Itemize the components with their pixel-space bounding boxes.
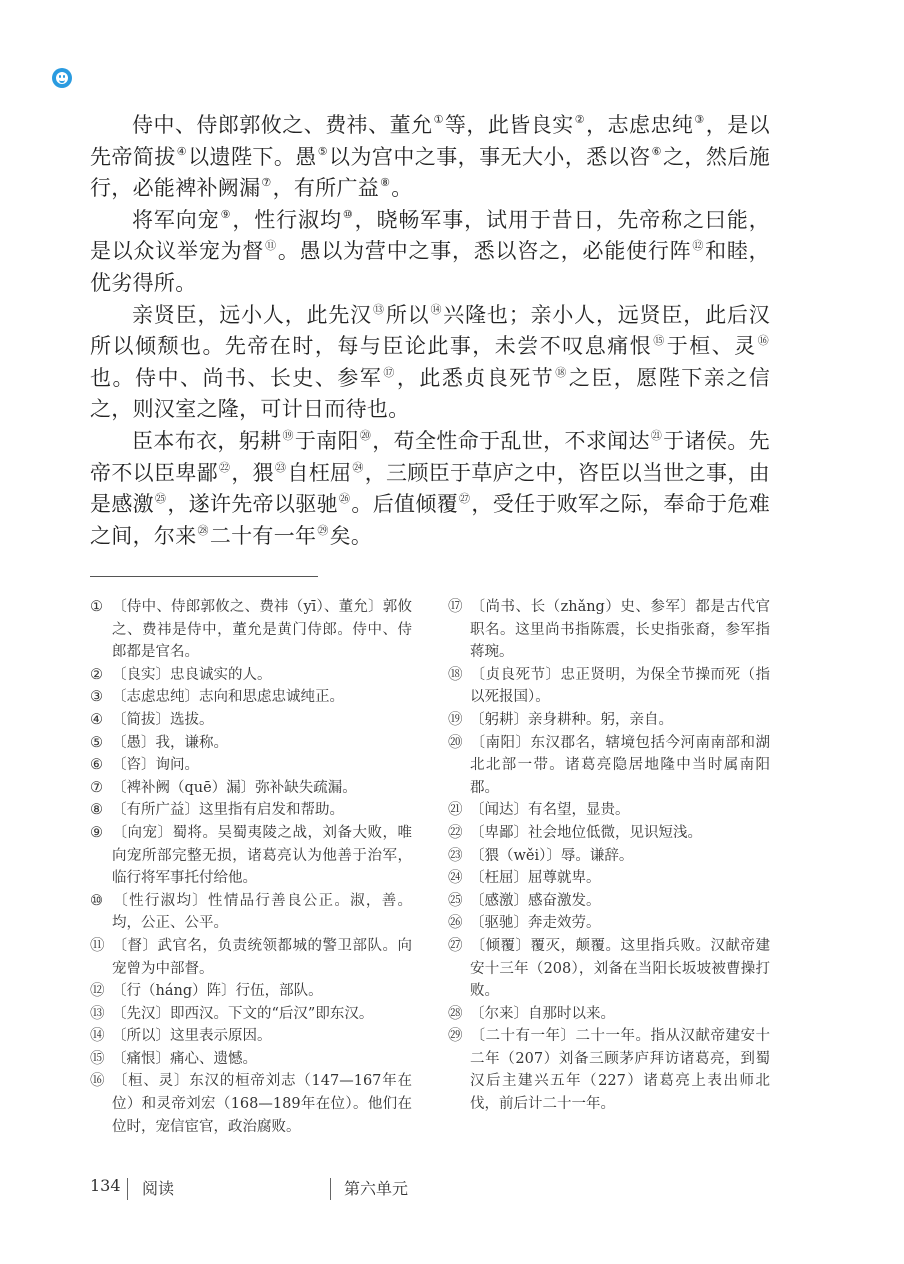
footnote-marker: ⑯ xyxy=(757,334,770,348)
footnote-text: 〔猥（wěi）〕辱。谦辞。 xyxy=(470,847,634,864)
footnote-marker: ㉓ xyxy=(275,460,287,474)
footnote-text: 〔良实〕忠良诚实的人。 xyxy=(112,666,272,683)
paragraph-text: 兴隆也；亲小人，远贤臣，此后汉所以倾颓也。先帝在时，每与臣论此事，未尝不叹息痛恨 xyxy=(90,302,770,359)
paragraph-text: 二十有一年 xyxy=(209,523,317,548)
footnote-marker: ㉒ xyxy=(219,460,231,474)
footnote-text: 〔尔来〕自那时以来。 xyxy=(470,1005,615,1022)
footnote-text: 〔南阳〕东汉郡名，辖境包括今河南南部和湖北北部一带。诸葛亮隐居地隆中当时属南阳郡。 xyxy=(470,734,770,796)
footnote-number: ⑥ xyxy=(90,757,103,774)
paragraph-text: 之臣，愿陛下亲之信之，则汉室之隆，可计日而待也。 xyxy=(90,365,770,422)
footnotes-left-column xyxy=(90,596,412,1138)
footnote xyxy=(90,686,412,709)
footnote-text: 〔性行淑均〕性情品行善良公正。淑，善。均，公正、公平。 xyxy=(112,892,412,932)
paragraph-text: 将军向宠 xyxy=(132,207,220,232)
footnote xyxy=(448,1025,770,1115)
paragraph-text: ，受任于败军之际，奉命于危难之间，尔来 xyxy=(90,492,770,548)
footnote-marker: ② xyxy=(574,113,586,126)
footnote-marker: ⑨ xyxy=(220,207,232,221)
paragraph-text: 。 xyxy=(391,176,413,201)
footnote-marker: ① xyxy=(433,113,444,126)
footnote-number: ㉒ xyxy=(448,824,463,841)
paragraph-text: 矣。 xyxy=(329,523,373,548)
footnote-text: 〔感激〕感奋激发。 xyxy=(470,892,601,909)
paragraph-text: 于诸侯。先帝不以臣卑鄙 xyxy=(90,428,770,485)
paragraph-text: 。后值倾覆 xyxy=(351,492,459,517)
paragraph-text: ，晓畅军事，试用于昔日，先帝称之曰能，是以众议举宠为督 xyxy=(90,207,771,264)
footnote-text: 〔先汉〕即西汉。下文的“后汉”即东汉。 xyxy=(112,1005,374,1022)
paragraph-text: 所以 xyxy=(385,302,430,327)
footnote-marker: ⑮ xyxy=(653,334,666,348)
footnote-number: ⑭ xyxy=(90,1028,105,1045)
footnote xyxy=(448,732,770,800)
footnote-number: ㉙ xyxy=(448,1028,463,1045)
main-text xyxy=(90,110,770,552)
footnote xyxy=(90,777,412,800)
paragraph xyxy=(90,300,770,426)
footnote-number: ㉑ xyxy=(448,802,463,819)
paragraph-text: ，性行淑均 xyxy=(232,207,342,232)
footnote-number: ⑰ xyxy=(448,599,463,615)
footnote-text: 〔驱驰〕奔走效劳。 xyxy=(470,915,601,932)
footnote-number: ⑲ xyxy=(448,711,463,728)
footnote-text: 〔二十有一年〕二十一年。指从汉献帝建安十二年（207）刘备三顾茅庐拜访诸葛亮，到蜀汉后主建兴五年（227）诸葛亮上表出师北伐，前后计二十一年。 xyxy=(470,1028,770,1113)
footnote-text: 〔向宠〕蜀将。吴蜀夷陵之战，刘备大败，唯向宠所部完整无损，诸葛亮认为他善于治军，临行将军事托付给他。 xyxy=(112,824,412,887)
footnote xyxy=(448,709,770,732)
footnote-text: 〔咨〕询问。 xyxy=(112,757,199,774)
paragraph-text: 以遗陛下。愚 xyxy=(188,144,317,169)
paragraph-text: 自枉屈 xyxy=(287,460,352,485)
footer-divider xyxy=(127,1178,128,1200)
footnote-marker: ⑦ xyxy=(261,176,272,190)
paragraph-text: 以为宫中之事，事无大小，悉以咨 xyxy=(329,144,651,169)
footnote-text: 〔愚〕我，谦称。 xyxy=(112,734,228,751)
paragraph-text: 于南阳 xyxy=(294,428,359,453)
paragraph-text: 也。侍中、尚书、长史、参军 xyxy=(90,365,383,390)
paragraph-text: 臣本布衣，躬耕 xyxy=(132,428,282,453)
footnote xyxy=(448,867,770,890)
footnotes-right-column xyxy=(448,596,770,1116)
footnote xyxy=(90,754,412,777)
footnote xyxy=(90,1070,412,1138)
footnote xyxy=(90,822,412,890)
footnote xyxy=(448,822,770,845)
footnote-marker: ㉗ xyxy=(459,492,471,506)
footnote xyxy=(448,664,770,709)
footnote-marker: ④ xyxy=(176,144,188,158)
footnote-text: 〔裨补阙（quē）漏〕弥补缺失疏漏。 xyxy=(112,779,357,796)
page-number: 134 xyxy=(90,1176,121,1195)
footnote-marker: ⑥ xyxy=(651,144,662,158)
paragraph-text: 亲贤臣，远小人，此先汉 xyxy=(132,302,372,327)
unit-label: 第六单元 xyxy=(344,1179,409,1198)
footnote-marker: ⑫ xyxy=(692,239,705,253)
paragraph-text: 等，此皆良实 xyxy=(444,113,574,137)
footnote-number: ⑫ xyxy=(90,983,105,1000)
section-label: 阅读 xyxy=(142,1179,175,1198)
paragraph xyxy=(90,426,770,552)
footnote-number: ③ xyxy=(90,689,103,706)
footnote-marker: ⑧ xyxy=(380,176,391,190)
paragraph-text: ，是以先帝简拔 xyxy=(90,113,770,169)
footnote xyxy=(448,935,770,1003)
footnote-number: ㉓ xyxy=(448,847,463,864)
footnote-marker: ⑰ xyxy=(383,365,396,379)
footnote xyxy=(90,664,412,687)
footnote-number: ② xyxy=(90,666,103,683)
footnote-text: 〔简拔〕选拔。 xyxy=(112,711,214,728)
footnote-text: 〔督〕武官名，负责统领都城的警卫部队。向宠曾为中部督。 xyxy=(112,937,412,977)
footnote-marker: ⑲ xyxy=(282,428,294,442)
footnote xyxy=(90,799,412,822)
footnote xyxy=(90,709,412,732)
footnote-text: 〔贞良死节〕忠正贤明，为保全节操而死（指以死报国）。 xyxy=(470,666,770,706)
footnote-text: 〔闻达〕有名望，显贵。 xyxy=(470,802,630,819)
footnote-marker: ㉙ xyxy=(317,523,329,537)
footnote-text: 〔桓、灵〕东汉的桓帝刘志（147—167年在位）和灵帝刘宏（168—189年在位）。他们在位时，宠信宦官，政治腐败。 xyxy=(112,1073,412,1135)
footnote xyxy=(448,596,770,664)
footnote-text: 〔侍中、侍郎郭攸之、费祎（yī）、董允〕郭攸之、费祎是侍中，董允是黄门侍郎。侍中、侍郎都是官名。 xyxy=(112,599,412,661)
footnote xyxy=(90,980,412,1003)
footnote xyxy=(448,912,770,935)
footnote-marker: ㉑ xyxy=(650,428,663,442)
footnote-number: ㉔ xyxy=(448,870,463,887)
footnote-marker: ⑬ xyxy=(372,302,385,316)
footnote xyxy=(448,890,770,913)
footnote-marker: ㉔ xyxy=(352,460,364,474)
footnote-text: 〔尚书、长（zhǎng）史、参军〕都是古代官职名。这里尚书指陈震，长史指张裔，参军指蒋琬。 xyxy=(470,599,770,661)
footnote-text: 〔有所广益〕这里指有启发和帮助。 xyxy=(112,802,344,819)
footnote-number: ⑧ xyxy=(90,802,103,819)
footnote-number: ⑯ xyxy=(90,1073,105,1090)
footnote xyxy=(90,732,412,755)
paragraph-text: ，志虑忠纯 xyxy=(586,113,694,137)
footnote-marker: ⑭ xyxy=(430,302,443,316)
footnote-number: ⑪ xyxy=(90,937,105,954)
footnote-marker: ⑳ xyxy=(359,428,372,442)
footnote-text: 〔躬耕〕亲身耕种。躬，亲自。 xyxy=(470,711,673,728)
footnote-marker: ⑱ xyxy=(555,365,568,379)
footnote-marker: ③ xyxy=(694,113,705,126)
footnote-text: 〔志虑忠纯〕志向和思虑忠诚纯正。 xyxy=(112,689,344,706)
footnote-marker: ⑪ xyxy=(265,239,277,253)
footnote xyxy=(90,1025,412,1048)
footnote-number: ㉖ xyxy=(448,915,463,932)
footnote xyxy=(448,799,770,822)
footnote-text: 〔痛恨〕痛心、遗憾。 xyxy=(112,1050,257,1067)
smiley-face-icon xyxy=(52,68,72,88)
footnote-divider xyxy=(90,576,318,577)
footnote-marker: ㉖ xyxy=(339,492,351,506)
paragraph-text: ，有所广益 xyxy=(272,176,380,201)
footnote-number: ㉕ xyxy=(448,892,463,909)
footnote xyxy=(90,1003,412,1026)
footnote-number: ⑮ xyxy=(90,1050,105,1067)
footnote xyxy=(90,1048,412,1071)
footnote-marker: ㉕ xyxy=(155,492,167,506)
footnote-number: ⑳ xyxy=(448,734,463,751)
footer-divider xyxy=(330,1178,331,1200)
footnote-number: ① xyxy=(90,599,103,615)
footnote-marker: ⑤ xyxy=(317,144,329,158)
footnote-number: ⑦ xyxy=(90,779,103,796)
footnote-number: ㉘ xyxy=(448,1005,463,1022)
footnote-number: ⑬ xyxy=(90,1005,105,1022)
paragraph xyxy=(90,205,770,300)
footnote-text: 〔行（háng）阵〕行伍，部队。 xyxy=(112,983,323,1000)
paragraph-text: ，苟全性命于乱世，不求闻达 xyxy=(372,428,650,453)
paragraph-text: ，三顾臣于草庐之中，咨臣以当世之事，由是感激 xyxy=(90,460,770,517)
paragraph xyxy=(90,110,770,205)
paragraph-text: 侍中、侍郎郭攸之、费祎、董允 xyxy=(132,113,433,137)
footnote-number: ④ xyxy=(90,711,103,728)
footnote xyxy=(90,596,412,664)
footnote-marker: ㉘ xyxy=(197,523,209,537)
footnote-number: ⑩ xyxy=(90,892,103,909)
paragraph-text: 和睦，优劣得所。 xyxy=(90,239,770,295)
footnote xyxy=(448,845,770,868)
paragraph-text: ，猥 xyxy=(231,460,275,485)
paragraph-text: ，此悉贞良死节 xyxy=(396,365,555,390)
footnote-number: ㉗ xyxy=(448,937,463,954)
footnote xyxy=(90,890,412,935)
paragraph-text: ，遂许先帝以驱驰 xyxy=(167,492,339,517)
footnote-text: 〔倾覆〕覆灭，颠覆。这里指兵败。汉献帝建安十三年（208），刘备在当阳长坂坡被曹操打败。 xyxy=(470,937,770,1000)
footnote-number: ⑱ xyxy=(448,666,463,683)
footnote-text: 〔枉屈〕屈尊就卑。 xyxy=(470,870,601,887)
footnote-text: 〔卑鄙〕社会地位低微，见识短浅。 xyxy=(470,824,702,841)
footnote-number: ⑨ xyxy=(90,824,103,841)
paragraph-text: 。愚以为营中之事，悉以咨之，必能使行阵 xyxy=(277,239,692,264)
footnote-text: 〔所以〕这里表示原因。 xyxy=(112,1028,272,1045)
footnote xyxy=(448,1003,770,1026)
footnote xyxy=(90,935,412,980)
paragraph-text: 于桓、灵 xyxy=(666,334,757,359)
paragraph-text: 之，然后施行，必能裨补阙漏 xyxy=(90,144,770,201)
footnote-marker: ⑩ xyxy=(342,207,354,221)
footnote-number: ⑤ xyxy=(90,734,103,751)
